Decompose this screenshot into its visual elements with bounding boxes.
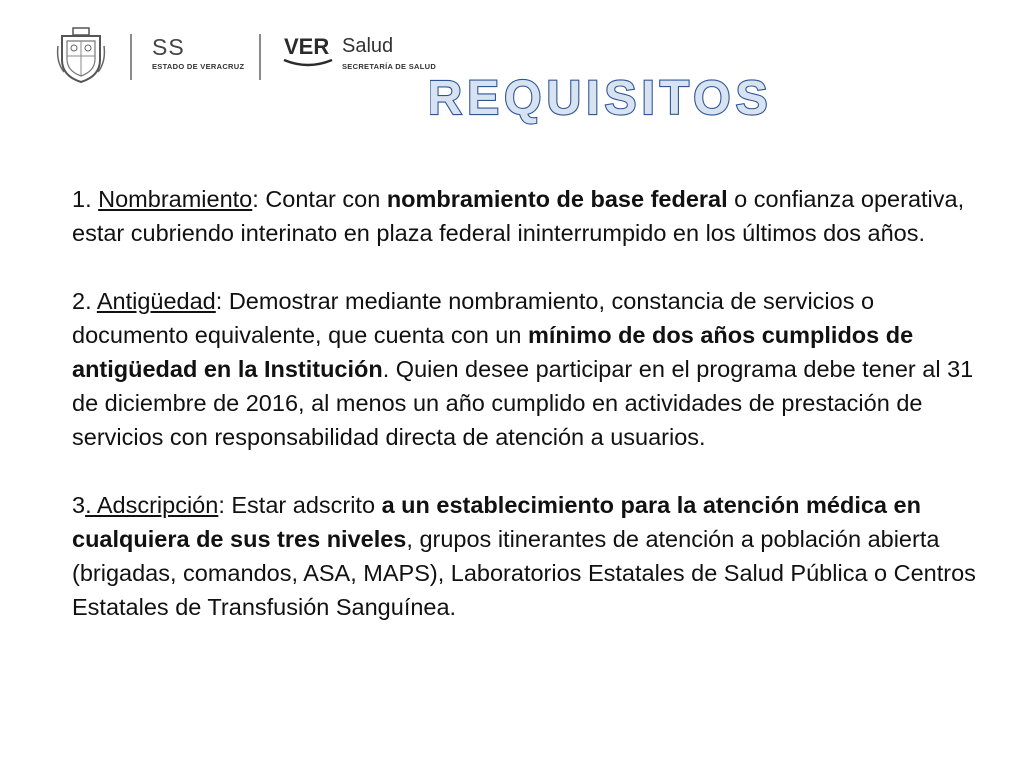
requirement-text: : Estar adscrito	[218, 492, 382, 518]
requirement-label: Antigüedad	[96, 288, 216, 314]
header-logos	[0, 0, 440, 110]
requirement-item	[72, 488, 992, 624]
requirement-number: 2.	[72, 288, 92, 314]
requirement-emphasis: nombramiento de base federal	[386, 186, 728, 212]
salud-logo-subtitle: SECRETARÍA DE SALUD	[342, 62, 437, 71]
requirement-item	[72, 182, 992, 250]
ss-logo-text: SS	[152, 34, 185, 60]
requirement-emphasis: a un establecimiento para la atención médica en cualquiera de sus tres niveles	[72, 492, 921, 552]
salud-logo-text: Salud	[342, 35, 394, 57]
state-crest-icon	[56, 26, 106, 84]
requirement-text: o confianza operativa, estar cubriendo interinato en plaza federal ininterrumpido en los últimos dos años.	[72, 186, 965, 246]
requirement-text: . Quien desee participar en el programa debe tener al 31 de diciembre de 2016, al menos un año cumplido en actividades de prestación de servicios con responsabilidad directa de atención a usuarios.	[72, 356, 974, 450]
requirement-label: Nombramiento	[98, 186, 253, 212]
requirement-text: , grupos itinerantes de atención a población abierta (brigadas, comandos, ASA, MAPS), Laboratorios Estatales de Salud Pública o Centros Estatales de Transfusión Sanguínea.	[72, 526, 976, 620]
ver-logo-text: VER	[284, 34, 330, 59]
requirement-number: 1.	[72, 186, 92, 212]
requirement-number: 3	[72, 492, 86, 518]
ver-swoosh-icon	[282, 58, 334, 68]
requirement-text: : Contar con	[252, 186, 387, 212]
requirement-label: . Adscripción	[85, 492, 219, 518]
logo-divider	[130, 34, 132, 80]
requirement-text: : Demostrar mediante nombramiento, constancia de servicios o documento equivalente, que cuenta con un	[72, 288, 875, 348]
requirement-item	[72, 284, 992, 454]
requirement-emphasis: mínimo de dos años cumplidos de antigüedad en la Institución	[72, 322, 914, 382]
page-title-text: REQUISITOS	[430, 72, 770, 125]
logo-divider	[259, 34, 261, 80]
page-title	[430, 62, 770, 132]
ss-logo-subtitle: ESTADO DE VERACRUZ	[152, 62, 245, 71]
requirements-list	[72, 182, 992, 624]
